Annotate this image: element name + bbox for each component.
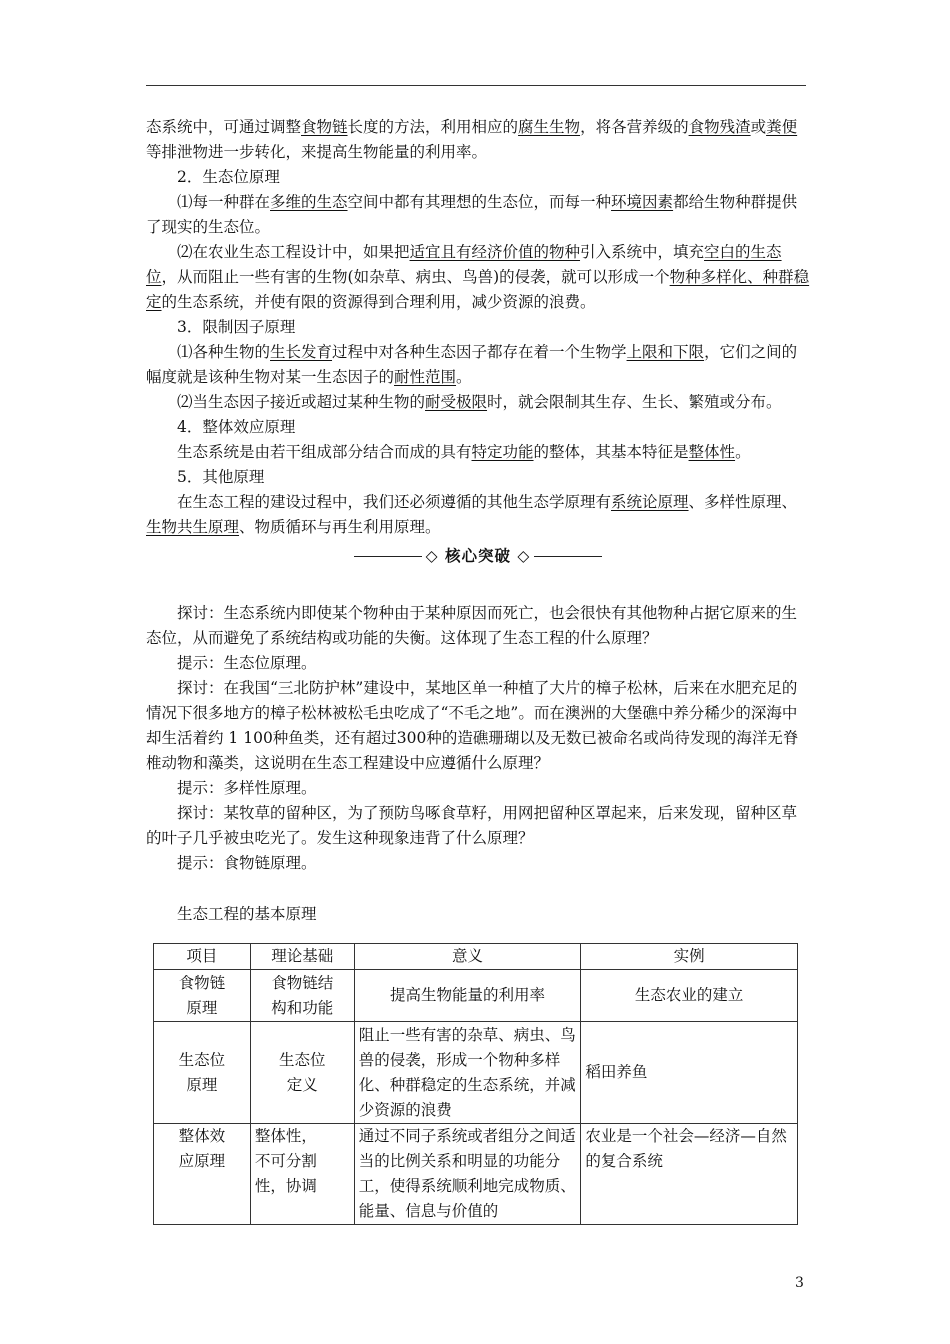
section-heading: 3．限制因子原理 bbox=[177, 318, 296, 336]
answer: 提示：多样性原理。 bbox=[177, 779, 317, 797]
table-row bbox=[154, 1022, 798, 1124]
table-cell: 整体效 应原理 bbox=[154, 1124, 251, 1225]
question: 探讨：生态系统内即使某个物种由于某种原因而死亡，也会很快有其他物种占据它原来的生态位，从而避免了系统结构或功能的失衡。这体现了生态工程的什么原理？ bbox=[146, 604, 798, 647]
keyword: 环境因素 bbox=[611, 193, 674, 211]
section-heading: 2．生态位原理 bbox=[177, 168, 280, 186]
table-cell: 整体性， 不可分割 性，协调 bbox=[250, 1124, 354, 1225]
title-rule-right bbox=[534, 556, 602, 557]
table-cell: 通过不同子系统或者组分之间适当的比例关系和明显的功能分工，使得系统顺利地完成物质、能量、信息与价值的 bbox=[354, 1124, 581, 1225]
text: 空间中都有其理想的生态位，而每一种 bbox=[347, 193, 612, 211]
table-cell: 食物链结 构和功能 bbox=[250, 970, 354, 1022]
text: 等排泄物进一步转化，来提高生物能量的利用率。 bbox=[146, 143, 488, 161]
table-cell: 生态位 定义 bbox=[250, 1022, 354, 1124]
text: 过程中对各种生态因子都存在着一个生物学 bbox=[332, 343, 627, 361]
table-header: 理论基础 bbox=[250, 944, 354, 970]
keyword: 食物链 bbox=[301, 118, 348, 136]
text: 。 bbox=[735, 443, 751, 461]
section-heading: 4．整体效应原理 bbox=[177, 418, 296, 436]
table-cell: 提高生物能量的利用率 bbox=[354, 970, 581, 1022]
answer: 提示：生态位原理。 bbox=[177, 654, 317, 672]
paragraph bbox=[146, 240, 810, 315]
table-row bbox=[154, 970, 798, 1022]
text: 或 bbox=[750, 118, 767, 136]
title-rule-left bbox=[354, 556, 422, 557]
table-cell: 生态农业的建立 bbox=[581, 970, 798, 1022]
text: 、多样性原理、 bbox=[688, 493, 798, 511]
section-heading: 5．其他原理 bbox=[177, 468, 265, 486]
table-cell: 食物链 原理 bbox=[154, 970, 251, 1022]
table-header: 意义 bbox=[354, 944, 581, 970]
keyword: 物种多样化、种群稳定 bbox=[146, 268, 810, 311]
table-cell: 稻田养鱼 bbox=[581, 1022, 798, 1124]
text: ⑴每一种群在 bbox=[177, 193, 271, 211]
text: 都给生物种群提供了现实的生态位。 bbox=[146, 193, 798, 236]
keyword: 多维的生态 bbox=[270, 193, 348, 211]
keyword: 生物共生原理 bbox=[146, 518, 240, 536]
keyword: 粪便 bbox=[766, 118, 798, 136]
text: ⑵在农业生态工程设计中，如果把 bbox=[177, 243, 410, 261]
page-number: 3 bbox=[795, 1275, 804, 1291]
table-header-row bbox=[154, 944, 798, 970]
text: ，它们之间的幅度就是该种生物对某一生态因子的 bbox=[146, 343, 798, 386]
answer: 提示：食物链原理。 bbox=[177, 854, 317, 872]
text: 长度的方法，利用相应的 bbox=[347, 118, 519, 136]
text: 的整体，其基本特征是 bbox=[533, 443, 689, 461]
text: 。 bbox=[456, 368, 472, 386]
table-header: 项目 bbox=[154, 944, 251, 970]
text: 的生态系统，并使有限的资源得到合理利用，减少资源的浪费。 bbox=[161, 293, 596, 311]
text: 、物质循环与再生利用原理。 bbox=[239, 518, 441, 536]
text: 生态系统是由若干组成部分结合而成的具有 bbox=[177, 443, 472, 461]
spacer bbox=[146, 876, 810, 902]
header-rule bbox=[146, 85, 806, 86]
paragraph bbox=[146, 390, 810, 415]
keyword: 适宜且有经济价值的物种 bbox=[409, 243, 581, 261]
table-cell: 生态位 原理 bbox=[154, 1022, 251, 1124]
keyword: 空白的生态位 bbox=[146, 243, 782, 286]
text: 态系统中，可通过调整 bbox=[146, 118, 302, 136]
question: 探讨：在我国“三北防护林”建设中，某地区单一种植了大片的樟子松林，后来在水肥充足的情况下很多地方的樟子松林被松毛虫吃成了“不毛之地”。而在澳洲的大堡礁中养分稀少的深海中却生活着约 1 100种鱼类，还有超过300种的造礁珊瑚以及无数已被命名或尚待发现的海洋无脊椎动物和藻类，这说明在生态工程建设中应遵循什么原理？ bbox=[146, 679, 799, 772]
keyword: 食物残渣 bbox=[688, 118, 751, 136]
table-cell: 阻止一些有害的杂草、病虫、鸟兽的侵袭，形成一个物种多样化、种群稳定的生态系统，并减少资源的浪费 bbox=[354, 1022, 581, 1124]
keyword: 耐受极限 bbox=[425, 393, 488, 411]
keyword: 特定功能 bbox=[471, 443, 534, 461]
text: ，将各营养级的 bbox=[580, 118, 689, 136]
intro-paragraph bbox=[146, 115, 810, 165]
page-body bbox=[146, 115, 810, 929]
text: ，从而阻止一些有害的生物(如杂草、病虫、鸟兽)的侵袭，就可以形成一个 bbox=[161, 268, 670, 286]
core-title-text: ◇ 核心突破 ◇ bbox=[425, 547, 531, 565]
core-section-title bbox=[146, 544, 810, 569]
keyword: 上限和下限 bbox=[626, 343, 705, 361]
paragraph bbox=[146, 340, 810, 390]
keyword: 系统论原理 bbox=[611, 493, 689, 511]
table-cell: 农业是一个社会—经济—自然的复合系统 bbox=[581, 1124, 798, 1225]
text: ⑵当生态因子接近或超过某种生物的 bbox=[177, 393, 426, 411]
table-caption: 生态工程的基本原理 bbox=[177, 905, 317, 923]
text: 时，就会限制其生存、生长、繁殖或分布。 bbox=[487, 393, 782, 411]
paragraph bbox=[146, 490, 810, 540]
spacer bbox=[146, 575, 810, 601]
paragraph bbox=[146, 440, 810, 465]
text: ⑴各种生物的 bbox=[177, 343, 271, 361]
question: 探讨：某牧草的留种区，为了预防鸟啄食草籽，用网把留种区罩起来，后来发现，留种区草的叶子几乎被虫吃光了。发生这种现象违背了什么原理？ bbox=[146, 804, 798, 847]
paragraph bbox=[146, 190, 810, 240]
table-header: 实例 bbox=[581, 944, 798, 970]
text: 引入系统中，填充 bbox=[580, 243, 705, 261]
principles-table bbox=[153, 943, 798, 1225]
keyword: 整体性 bbox=[688, 443, 736, 461]
table-row bbox=[154, 1124, 798, 1225]
text: 在生态工程的建设过程中，我们还必须遵循的其他生态学原理有 bbox=[177, 493, 612, 511]
keyword: 生长发育 bbox=[270, 343, 333, 361]
keyword: 腐生生物 bbox=[518, 118, 581, 136]
keyword: 耐性范围 bbox=[394, 368, 457, 386]
